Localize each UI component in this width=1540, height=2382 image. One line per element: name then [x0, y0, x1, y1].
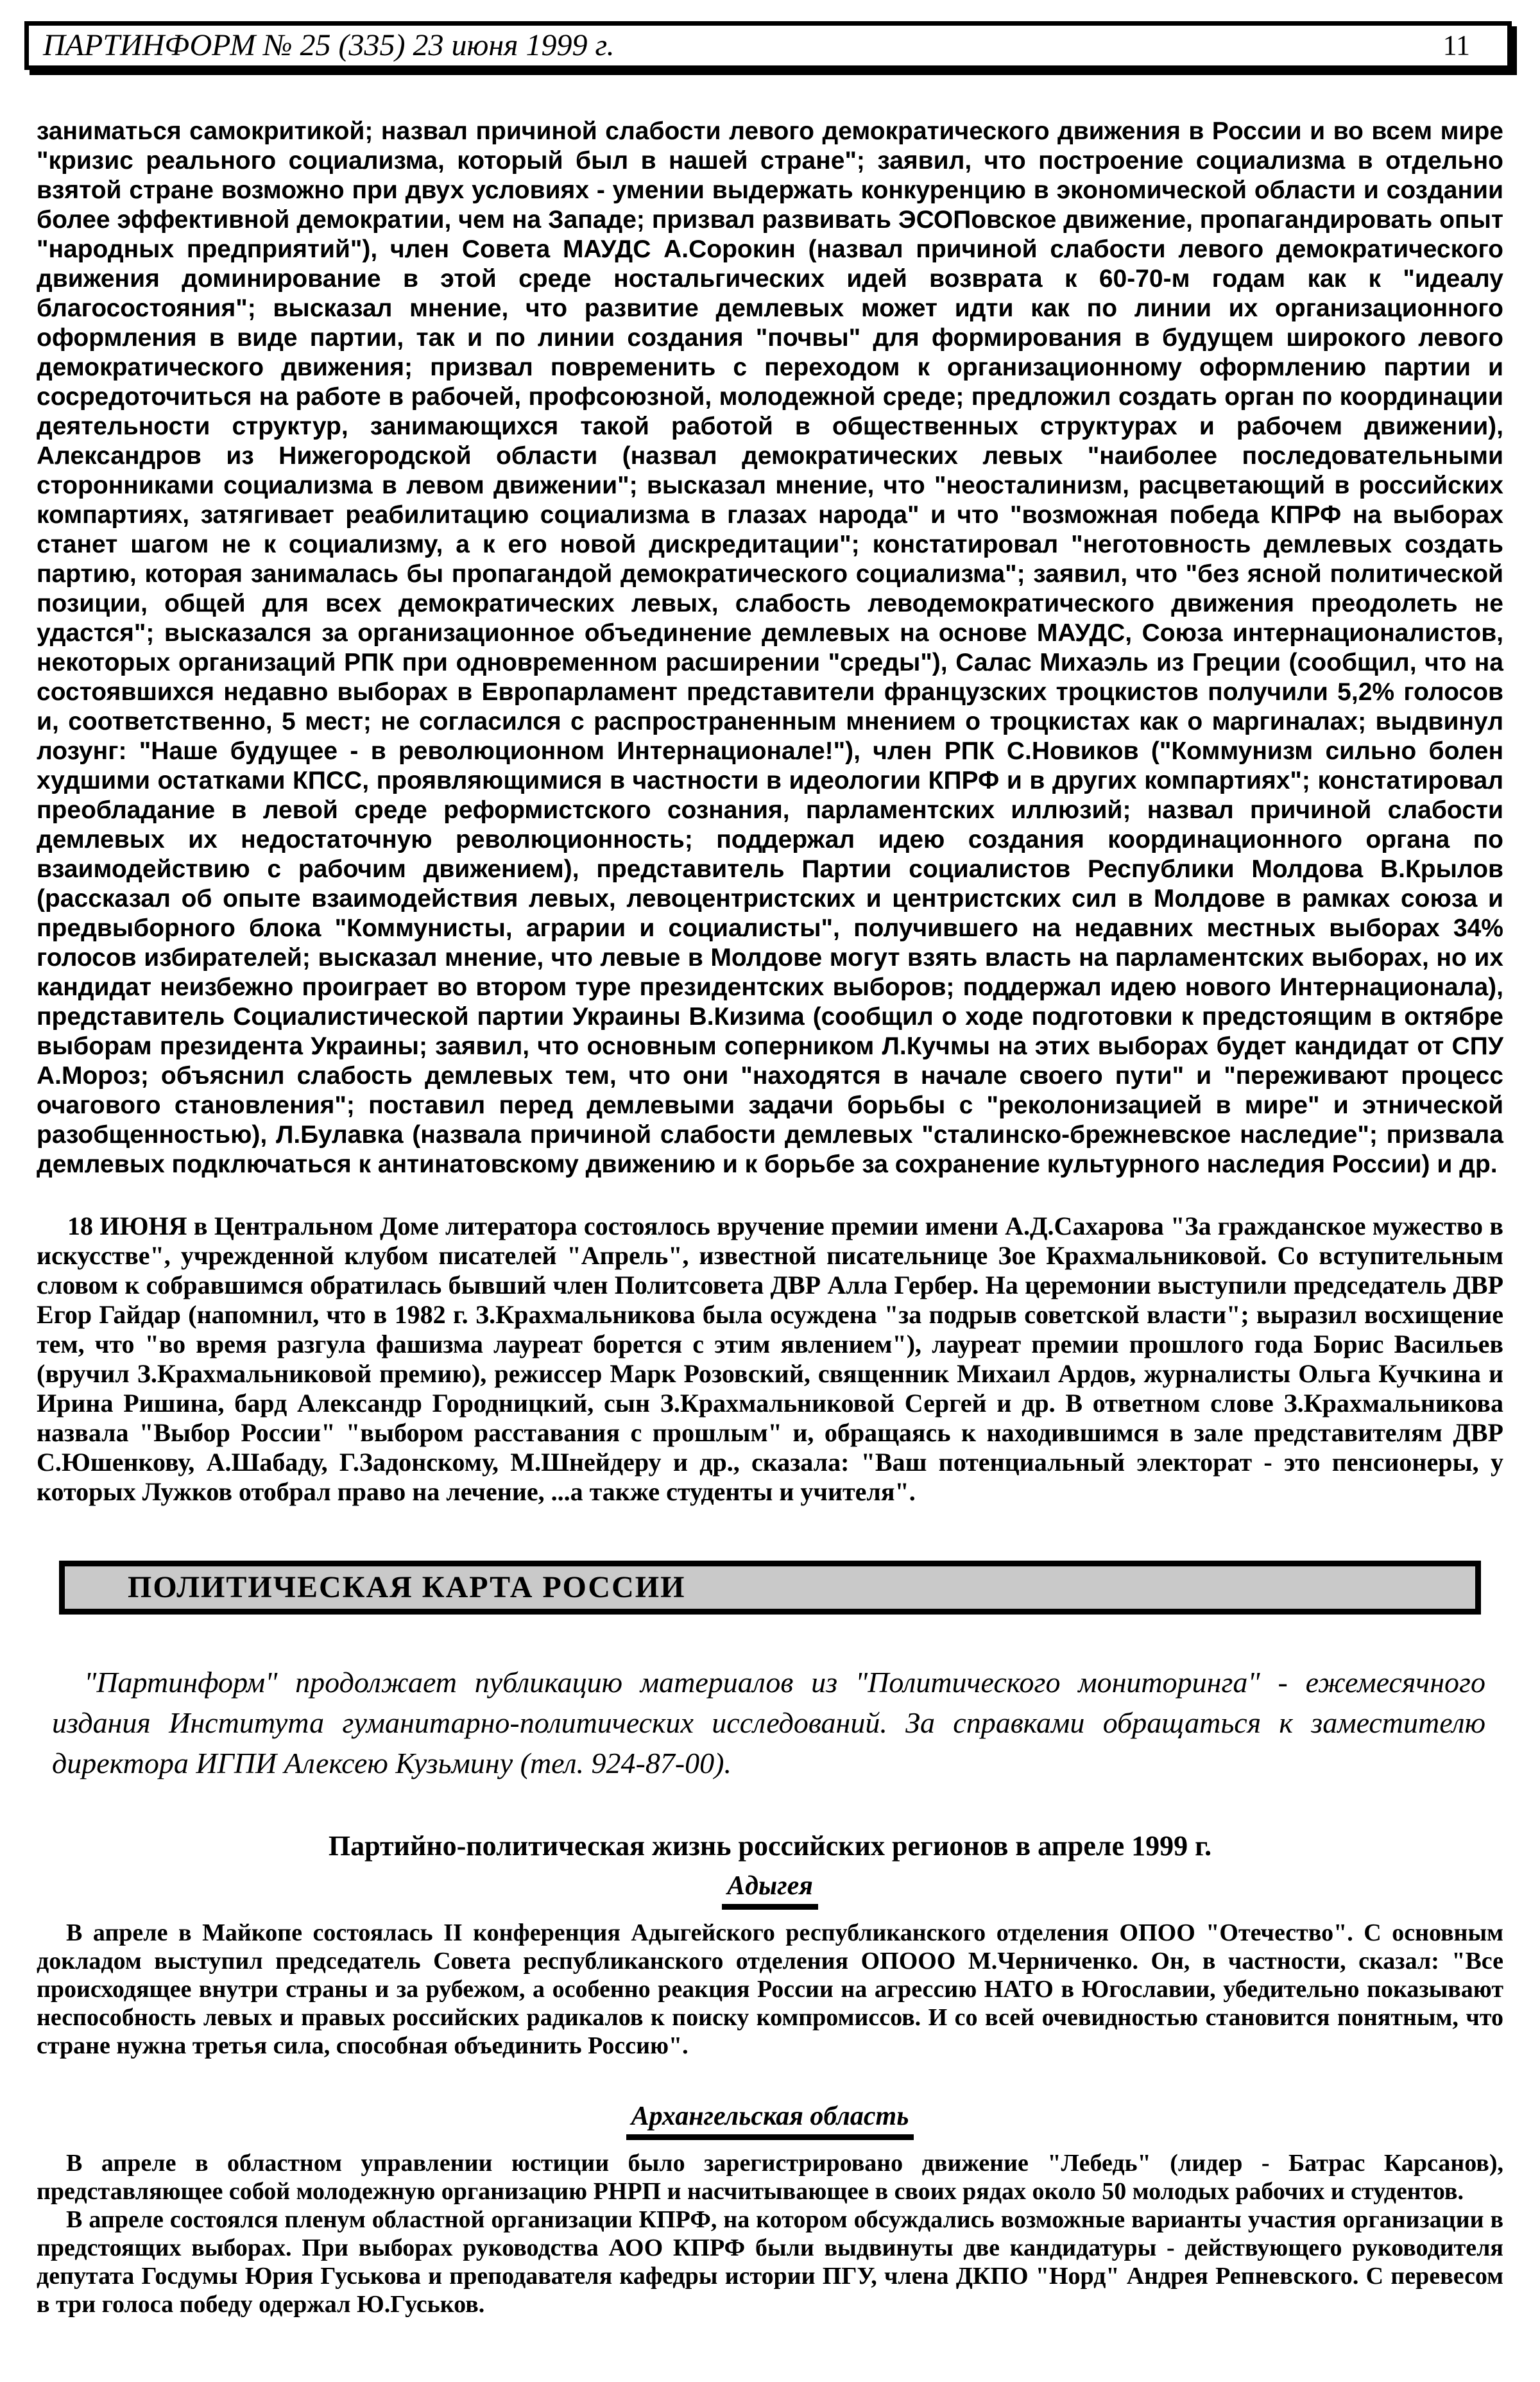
section-lead-note: "Партинформ" продолжает публикацию материалов из "Политического мониторинга" - ежемесячного издания Института гуманитарно-политических исследований. За справками обращаться к заместителю директора ИГПИ Алексею Кузьмину (тел. 924-87-00). — [52, 1666, 1485, 1779]
article-sakharov-prize: 18 ИЮНЯ в Центральном Доме литератора состоялось вручение премии имени А.Д.Сахарова "За гражданское мужество в искусстве", учрежденной клубом писателей "Апрель", известной писательнице Зое Крахмальниковой. Со вступительным словом к собравшимся обратилась бывший член Политсовета ДВР Алла Гербер. На церемонии выступили председатель ДВР Егор Гайдар (напомнил, что в 1982 г. З.Крахмальникова была осуждена "за подрыв советской власти"; выразил восхищение тем, что "во время разгула фашизма лауреат борется с этим явлением"), лауреат премии прошлого года Борис Васильев (вручил З.Крахмальниковой премию), режиссер Марк Розовский, священник Михаил Ардов, журналисты Ольга Кучкина и Ирина Ришина, бард Александр Городницкий, сын З.Крахмальниковой Сергей и др. В ответном слове З.Крахмальникова назвала "Выбор России" "выбором расставания с прошлым" и, обращаясь к находившимся в зале представителям ДВР С.Юшенкову, А.Шабаду, Г.Задонскому, М.Шнейдеру и др., сказала: "Ваш потенциальный электорат - это пенсионеры, у которых Лужков отобрал право на лечение, ...а также студенты и учителя". — [37, 1212, 1503, 1506]
article-left-democrats-roundtable: заниматься самокритикой; назвал причиной слабости левого демократического движения в России и во всем мире "кризис реального социализма, который был в нашей стране"; заявил, что построение социализма в отдельно взятой стране возможно при двух условиях - умении выдержать конкуренцию в экономической области и создании более эффективной демократии, чем на Западе; призвал развивать ЭСОПовское движение, пропагандировать опыт "народных предприятий"), член Совета МАУДС А.Сорокин (назвал причиной слабости левого демократического движения доминирование в этой среде ностальгических идей возврата к 60-70-м годам как к "идеалу благосостояния"; высказал мнение, что развитие демлевых может идти как по линии их организационного оформления в виде партии, так и по линии создания "почвы" для формирования в будущем широкого левого демократического движения; призвал повременить с переходом к организационному оформлению партии и сосредоточиться на работе в рабочей, профсоюзной, молодежной среде; предложил создать орган по координации деятельности структур, занимающихся такой работой в общественных структурах и рабочем движении), Александров из Нижегородской области (назвал демократических левых "наиболее последовательными сторонниками социализма в левом движении"; высказал мнение, что "неосталинизм, расцветающий в российских компартиях, затягивает реабилитацию социализма в глазах народа" и что "возможная победа КПРФ на выборах станет шагом не к социализму, а к его новой дискредитации"; констатировал "неготовность демлевых создать партию, которая занималась бы пропагандой демократического социализма"; заявил, что "без ясной политической позиции, общей для всех демократических левых, слабость леводемократического движения преодолеть не удастся"; высказался за организационное объединение демлевых на основе МАУДС, Союза интернационалистов, некоторых организаций РПК при одновременном расширении "среды"), Салас Михаэль из Греции (сообщил, что на состоявшихся недавно выборах в Европарламент представители французских троцкистов получили 5,2% голосов и, соответственно, 5 мест; не согласился с распространенным мнением о троцкистах как о маргиналах; выдвинул лозунг: "Наше будущее - в революционном Интернационале!"), член РПК С.Новиков ("Коммунизм сильно болен худшими остатками КПСС, проявляющимися в частности в идеологии КПРФ и в других компартиях"; констатировал преобладание в левой среде реформистского сознания, парламентских иллюзий; назвал причиной слабости демлевых их недостаточную революционность; поддержал идею создания координационного органа по взаимодействию с рабочим движением), представитель Партии социалистов Республики Молдова В.Крылов (рассказал об опыте взаимодействия левых, левоцентристских и центристских сил в Молдове в рамках союза и предвыборного блока "Коммунисты, аграрии и социалисты", получившего на недавних местных выборах 34% голосов избирателей; высказал мнение, что левые в Молдове могут взять власть на парламентских выборах, но их кандидат неизбежно проиграет во втором туре президентских выборов; поддержал идею нового Интернационала), представитель Социалистической партии Украины В.Кизима (сообщил о ходе подготовки к предстоящим в октябре выборам президента Украины; заявил, что основным соперником Л.Кучмы на этих выборах будет кандидат от СПУ А.Мороз; объяснил слабость демлевых тем, что они "находятся в начале своего пути" и "переживают процесс очагового становления"; поставил перед демлевыми задачи борьбы с "реколонизацией в мире" и этнической разобщенностью), Л.Булавка (назвала причиной слабости демлевых "сталинско-брежневское наследие"; призвала демлевых подключаться к антинатовскому движению и к борьбе за сохранение культурного наследия России) и др. — [37, 117, 1503, 1178]
region-heading-arkhangelsk — [37, 2100, 1503, 2140]
section-banner-title: ПОЛИТИЧЕСКАЯ КАРТА РОССИИ — [128, 1570, 686, 1604]
region-paragraph: В апреле в Майкопе состоялась II конференция Адыгейского республиканского отделения ОПОО "Отечество". С основным докладом выступил председатель Совета республиканского отделения ОПООО М.Черниченко. Он, в частности, сказал: "Все происходящее внутри страны и за рубежом, а особенно реакция России на агрессию НАТО в Югославии, убедительно показывают неспособность левых и правых российских радикалов к поиску компромиссов. И со всей очевидностью становится понятным, что стране нужна третья сила, способная объединить Россию". — [37, 1919, 1503, 2059]
section-banner-political-map — [59, 1561, 1481, 1615]
region-paragraph: В апреле состоялся пленум областной организации КПРФ, на котором обсуждались возможные варианты участия организации в предстоящих выборах. При выборах руководства АОО КПРФ были выдвинуты две кандидатуры - действующего руководителя депутата Госдумы Юрия Гуськова и преподавателя кафедры истории ПГУ, члена ДКПО "Норд" Андрея Репневского. С перевесом в три голоса победу одержал Ю.Гуськов. — [37, 2206, 1503, 2318]
page-number: 11 — [1442, 30, 1470, 61]
regions-heading: Партийно-политическая жизнь российских регионов в апреле 1999 г. — [328, 1830, 1212, 1862]
region-paragraph: В апреле в областном управлении юстиции было зарегистрировано движение "Лебедь" (лидер - Батрас Карсанов), представляющее собой молодежную организацию РНРП и насчитывающее в своих рядах около 50 молодых рабочих и студентов. — [37, 2150, 1503, 2205]
page-header — [24, 21, 1512, 70]
region-heading-arkhangelsk-label: Архангельская область — [626, 2100, 914, 2140]
region-heading-adygeya — [37, 1869, 1503, 1910]
page-body — [37, 95, 1503, 2318]
newsletter-title: ПАРТИНФОРМ № 25 (335) 23 июня 1999 г. — [43, 28, 615, 62]
region-heading-adygeya-label: Адыгея — [722, 1869, 818, 1910]
